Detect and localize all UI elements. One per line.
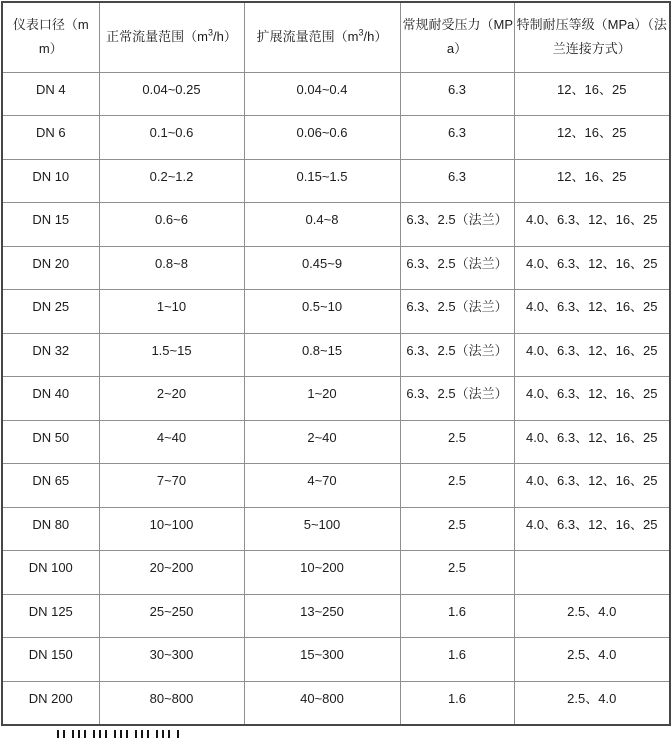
pressure-cell: 1.6	[400, 638, 514, 682]
superscript-3: 3	[207, 27, 213, 38]
table-row	[2, 464, 670, 508]
extended-flow-cell: 0.04~0.4	[244, 72, 400, 116]
extended-flow-cell: 40~800	[244, 681, 400, 725]
pressure-cell: 1.6	[400, 594, 514, 638]
normal-flow-cell: 25~250	[99, 594, 244, 638]
normal-flow-cell: 4~40	[99, 420, 244, 464]
diameter-cell: DN 4	[2, 72, 99, 116]
pressure-class-cell: 4.0、6.3、12、16、25	[514, 290, 670, 334]
header-line: 常规耐受压力（MP	[402, 17, 514, 33]
diameter-cell: DN 10	[2, 159, 99, 203]
pressure-cell: 2.5	[400, 464, 514, 508]
extended-flow-cell: 0.4~8	[244, 203, 400, 247]
normal-flow-cell: 10~100	[99, 507, 244, 551]
extended-flow-cell: 0.45~9	[244, 246, 400, 290]
table-row	[2, 638, 670, 682]
table-row	[2, 246, 670, 290]
pressure-cell: 2.5	[400, 551, 514, 595]
table-row	[2, 72, 670, 116]
pressure-class-cell: 12、16、25	[514, 72, 670, 116]
pressure-class-cell: 4.0、6.3、12、16、25	[514, 203, 670, 247]
normal-flow-cell: 0.6~6	[99, 203, 244, 247]
pressure-class-cell: 4.0、6.3、12、16、25	[514, 507, 670, 551]
col-header-normal-flow-range	[99, 2, 244, 72]
normal-flow-cell: 30~300	[99, 638, 244, 682]
diameter-cell: DN 6	[2, 116, 99, 160]
pressure-cell: 6.3	[400, 159, 514, 203]
header-text: 扩展流量范围$(m^3/h)$	[256, 27, 388, 45]
header-line: m）	[38, 41, 63, 57]
table-row	[2, 594, 670, 638]
extended-flow-cell: 15~300	[244, 638, 400, 682]
diameter-cell: DN 32	[2, 333, 99, 377]
diameter-cell: DN 65	[2, 464, 99, 508]
pressure-cell: 6.3	[400, 72, 514, 116]
extended-flow-cell: 0.8~15	[244, 333, 400, 377]
table-row	[2, 159, 670, 203]
extended-flow-cell: 0.06~0.6	[244, 116, 400, 160]
col-header-extended-flow-range	[244, 2, 400, 72]
header-line: 特制耐压等级（MPa）（法	[516, 17, 667, 33]
pressure-class-cell: 4.0、6.3、12、16、25	[514, 246, 670, 290]
header-line: a）	[446, 41, 468, 57]
normal-flow-cell: 80~800	[99, 681, 244, 725]
table-row	[2, 681, 670, 725]
pressure-class-cell: 2.5、4.0	[514, 638, 670, 682]
table-row	[2, 420, 670, 464]
normal-flow-cell: 0.8~8	[99, 246, 244, 290]
pressure-cell: 2.5	[400, 420, 514, 464]
extended-flow-cell: 10~200	[244, 551, 400, 595]
pressure-cell: 6.3、2.5（法兰）	[400, 377, 514, 421]
normal-flow-cell: 1.5~15	[99, 333, 244, 377]
pressure-class-cell: 4.0、6.3、12、16、25	[514, 420, 670, 464]
pressure-class-cell: 4.0、6.3、12、16、25	[514, 333, 670, 377]
normal-flow-cell: 0.1~0.6	[99, 116, 244, 160]
diameter-cell: DN 150	[2, 638, 99, 682]
pressure-cell: 6.3、2.5（法兰）	[400, 203, 514, 247]
pressure-cell: 6.3、2.5（法兰）	[400, 246, 514, 290]
pressure-class-cell: 2.5、4.0	[514, 681, 670, 725]
diameter-cell: DN 100	[2, 551, 99, 595]
table-row	[2, 551, 670, 595]
pressure-cell: 6.3、2.5（法兰）	[400, 290, 514, 334]
extended-flow-cell: 0.5~10	[244, 290, 400, 334]
extended-flow-cell: 1~20	[244, 377, 400, 421]
pressure-class-cell: 12、16、25	[514, 159, 670, 203]
col-header-special-pressure-class	[514, 2, 670, 72]
pressure-cell: 1.6	[400, 681, 514, 725]
normal-flow-cell: 2~20	[99, 377, 244, 421]
table-row	[2, 377, 670, 421]
table-row	[2, 333, 670, 377]
normal-flow-cell: 0.2~1.2	[99, 159, 244, 203]
diameter-cell: DN 25	[2, 290, 99, 334]
col-header-standard-pressure	[400, 2, 514, 72]
diameter-cell: DN 15	[2, 203, 99, 247]
diameter-cell: DN 80	[2, 507, 99, 551]
pressure-class-cell: 12、16、25	[514, 116, 670, 160]
extended-flow-cell: 5~100	[244, 507, 400, 551]
pressure-class-cell: 2.5、4.0	[514, 594, 670, 638]
pressure-cell: 2.5	[400, 507, 514, 551]
col-header-meter-diameter	[2, 2, 99, 72]
diameter-cell: DN 20	[2, 246, 99, 290]
diameter-cell: DN 50	[2, 420, 99, 464]
header-line: 兰连接方式）	[552, 41, 631, 57]
extended-flow-cell: 0.15~1.5	[244, 159, 400, 203]
extended-flow-cell: 2~40	[244, 420, 400, 464]
normal-flow-cell: 0.04~0.25	[99, 72, 244, 116]
table-row	[2, 507, 670, 551]
extended-flow-cell: 4~70	[244, 464, 400, 508]
table-row	[2, 290, 670, 334]
pressure-class-cell: 4.0、6.3、12、16、25	[514, 377, 670, 421]
superscript-3: 3	[358, 27, 364, 38]
normal-flow-cell: 1~10	[99, 290, 244, 334]
normal-flow-cell: 20~200	[99, 551, 244, 595]
diameter-cell: DN 40	[2, 377, 99, 421]
table-row	[2, 116, 670, 160]
table-row	[2, 203, 670, 247]
pressure-cell: 6.3、2.5（法兰）	[400, 333, 514, 377]
extended-flow-cell: 13~250	[244, 594, 400, 638]
pressure-class-cell	[514, 551, 670, 595]
header-text: 正常流量范围$(m^3/h)$	[106, 27, 237, 45]
diameter-cell: DN 200	[2, 681, 99, 725]
flow-meter-spec-table	[1, 1, 671, 726]
header-row	[2, 2, 670, 72]
clipped-text-remnant	[57, 730, 182, 738]
header-line: 仪表口径（m	[12, 17, 89, 33]
diameter-cell: DN 125	[2, 594, 99, 638]
pressure-cell: 6.3	[400, 116, 514, 160]
normal-flow-cell: 7~70	[99, 464, 244, 508]
pressure-class-cell: 4.0、6.3、12、16、25	[514, 464, 670, 508]
